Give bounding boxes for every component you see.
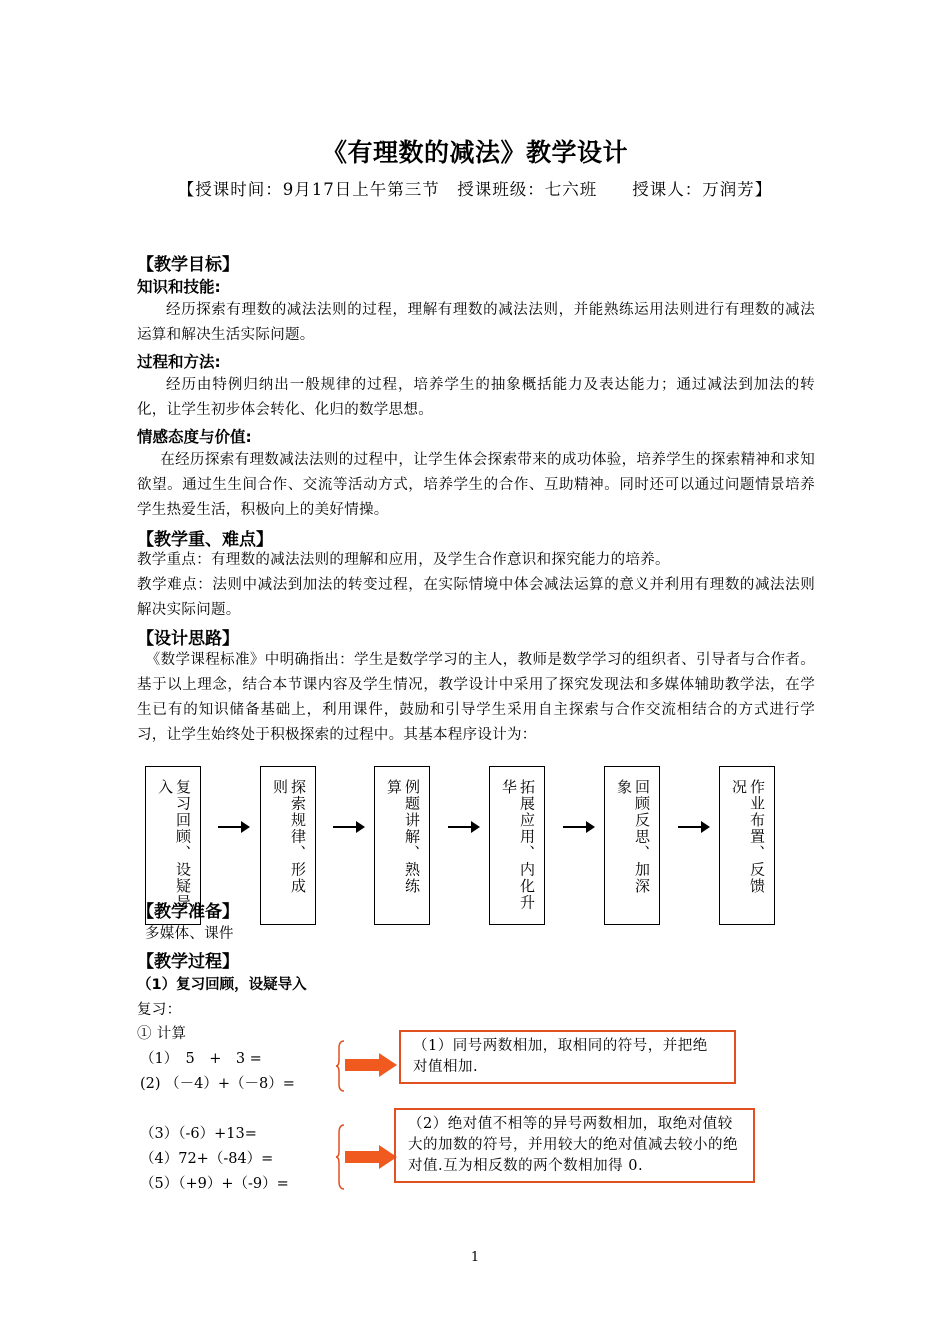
flow-arrow [218,826,248,828]
right-arrow-icon [345,1145,397,1169]
flow-step-text: 例题讲解、熟练 [403,779,421,895]
knowledge-title: 知识和技能: [137,278,221,296]
step1-title: （1）复习回顾，设疑导入 [137,977,307,993]
flow-arrow [448,826,478,828]
prep-text: 多媒体、课件 [145,926,234,942]
flow-step-text-2: 则 [271,779,289,796]
design-text: 《数学课程标准》中明确指出：学生是数学学习的主人，教师是数学学习的组织者、引导者与合作者。基于以上理念，结合本节课内容及学生情况，教学设计中采用了探究发现法和多媒体辅助教学法，在学生已有的知识储备基础上，利用课件，鼓励和引导学生采用自主探索与合作交流相结合的方式进行学习，让学生始终处于积极探索的过程中。其基本程序设计为： [137,652,815,743]
flow-arrow [563,826,593,828]
knowledge-text: 经历探索有理数的减法法则的过程，理解有理数的减法法则，并能熟练运用法则进行有理数的减法运算和解决生活实际问题。 [137,302,815,343]
flow-step-homework [719,766,775,925]
rule-box-same-sign: （1）同号两数相加，取相同的符号，并把绝对值相加. [399,1030,736,1084]
flow-step-reflect [604,766,660,925]
difficulty-text: 教学难点：法则中减法到加法的转变过程，在实际情境中体会减法运算的意义并利用有理数的减法法则解决实际问题。 [137,577,815,618]
calc-title: ① 计算 [137,1026,187,1042]
keypoints-heading: 【教学重、难点】 [137,530,273,550]
prep-heading: 【教学准备】 [137,902,239,922]
calc-item: (2) （－4）+（－8）= [140,1076,295,1092]
focus-text: 教学重点：有理数的减法法则的理解和应用，及学生合作意识和探究能力的培养。 [137,552,670,568]
document-title: 《有理数的减法》教学设计 [321,138,628,167]
process-text: 经历由特例归纳出一般规律的过程，培养学生的抽象概括能力及表达能力；通过减法到加法的转化，让学生初步体会转化、化归的数学思想。 [137,377,815,418]
flow-step-text: 拓展应用、内化升 [518,779,536,911]
emotion-text: 在经历探索有理数减法法则的过程中，让学生体会探索带来的成功体验，培养学生的探索精神和求知欲望。通过生生间合作、交流等活动方式，培养学生的合作、互助精神。同时还可以通过问题情景培养学生热爱生活，积极向上的美好情操。 [137,452,815,518]
process-heading: 【教学过程】 [137,952,239,972]
rule-box-different-sign: （2）绝对值不相等的异号两数相加，取绝对值较大的加数的符号，并用较大的绝对值减去较小的绝对值.互为相反数的两个数相加得 0. [394,1108,755,1183]
flow-step-extend [489,766,545,925]
flow-step-text: 探索规律、形成 [289,779,307,895]
page-number: 1 [470,1250,480,1265]
flow-step-text-2: 象 [615,779,633,796]
lesson-info: 【授课时间：9月17日上午第三节 授课班级：七六班 授课人：万润芳】 [177,180,773,199]
process-title: 过程和方法: [137,353,221,371]
calc-item: （1） 5 + 3 = [140,1051,262,1067]
flow-step-text-2: 况 [730,779,748,796]
calc-item: （3）（-6）+13= [140,1126,257,1142]
goals-heading: 【教学目标】 [137,255,239,275]
flow-step-text-2: 算 [385,779,403,796]
flow-step-text-2: 华 [500,779,518,796]
flow-step-text: 回顾反思、加深 [633,779,651,895]
flow-arrow [678,826,708,828]
flow-step-explore [260,766,316,925]
calc-item: （5）（+9）+（-9）= [140,1176,289,1192]
emotion-title: 情感态度与价值: [137,428,252,446]
right-arrow-icon [345,1053,397,1077]
calc-item: （4）72+（-84）= [140,1151,274,1167]
design-heading: 【设计思路】 [137,629,239,649]
flow-step-examples [374,766,430,925]
flow-step-text: 作业布置、反馈 [748,779,766,895]
review-label: 复习： [137,1002,182,1018]
flow-step-text-2: 入 [156,779,174,796]
flow-arrow [333,826,363,828]
flow-step-text: 复习回顾、设疑导 [174,779,192,911]
